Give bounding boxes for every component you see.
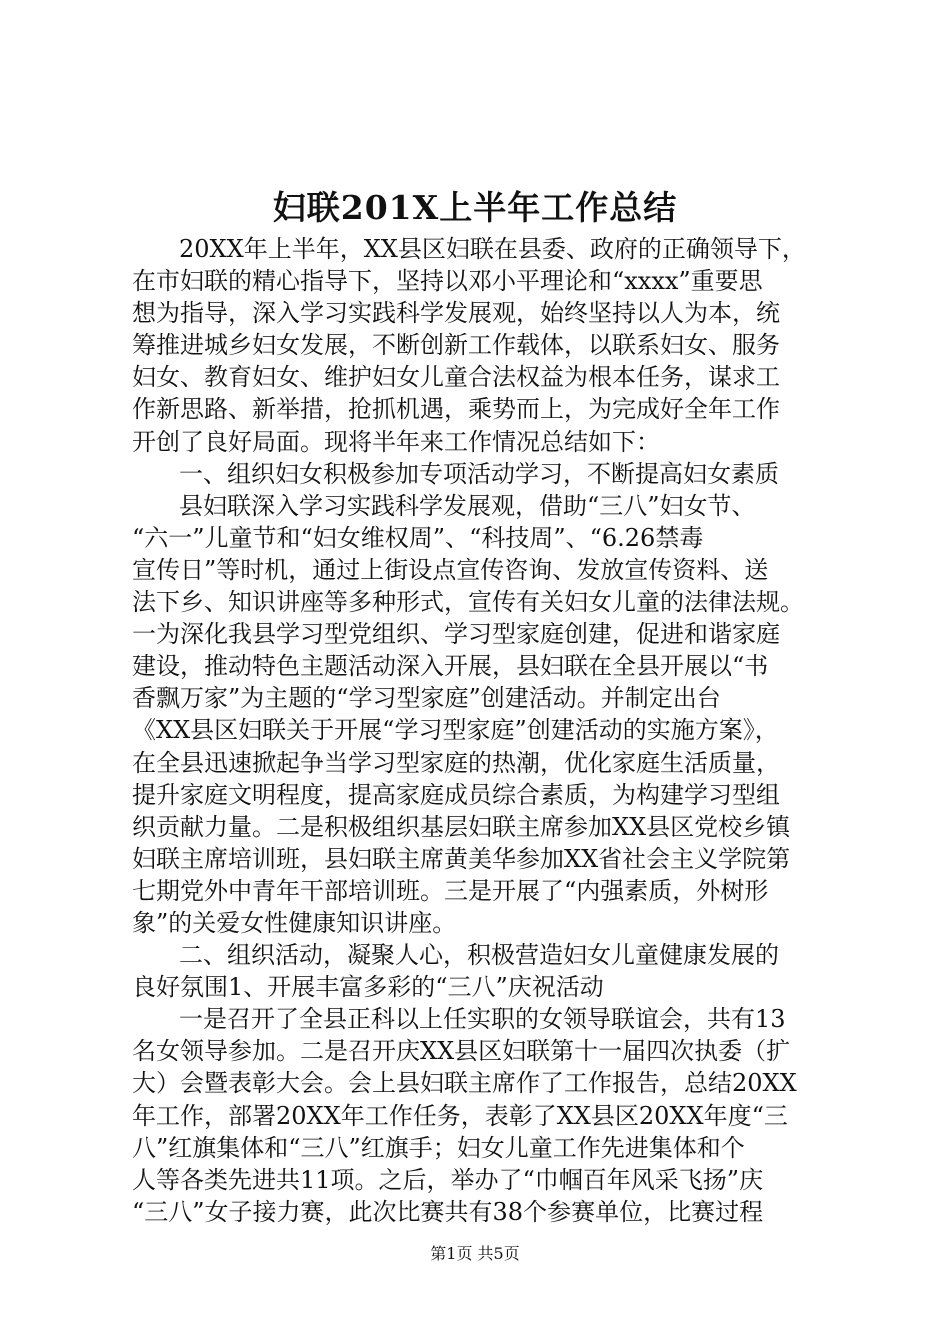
body-line: 建设，推动特色主题活动深入开展，县妇联在全县开展以“书 <box>132 652 769 681</box>
body-line: 想为指导，深入学习实践科学发展观，始终坚持以人为本，统 <box>132 299 780 328</box>
body-line: 一为深化我县学习型党组织、学习型家庭创建，促进和谐家庭 <box>132 620 780 649</box>
body-line: 八”红旗集体和“三八”红旗手；妇女儿童工作先进集体和个 <box>132 1133 745 1162</box>
body-line: 《XX县区妇联关于开展“学习型家庭”创建活动的实施方案》， <box>132 716 779 745</box>
body-line: “三八”女子接力赛，此次比赛共有38个参赛单位，比赛过程 <box>132 1197 764 1226</box>
body-line: 香飘万家”为主题的“学习型家庭”创建活动。并制定出台 <box>132 684 721 713</box>
body-line: 妇联主席培训班，县妇联主席黄美华参加XX省社会主义学院第 <box>132 844 791 873</box>
body-line: 法下乡、知识讲座等多种形式，宣传有关妇女儿童的法律法规。 <box>132 588 804 617</box>
body-line: 宣传日”等时机，通过上街设点宣传咨询、发放宣传资料、送 <box>132 555 769 584</box>
body-line: 20XX年上半年，XX县区妇联在县委、政府的正确领导下， <box>179 235 806 263</box>
section-heading-1: 一、组织妇女积极参加专项活动学习，不断提高妇女素质 <box>179 459 779 488</box>
body-line: 良好氛围1、开展丰富多彩的“三八”庆祝活动 <box>132 973 604 1002</box>
body-line: 在全县迅速掀起争当学习型家庭的热潮，优化家庭生活质量， <box>132 748 780 777</box>
page-number-footer: 第1页 共5页 <box>430 1244 520 1263</box>
body-line: “六一”儿童节和“妇女维权周”、“科技周”、“6.26禁毒 <box>132 523 704 552</box>
body-line: 年工作，部署20XX年工作任务，表彰了XX县区20XX年度“三 <box>132 1101 788 1130</box>
body-line: 开创了良好局面。现将半年来工作情况总结如下： <box>132 427 660 456</box>
body-line: 县妇联深入学习实践科学发展观，借助“三八”妇女节、 <box>179 491 756 520</box>
section-heading-2: 二、组织活动，凝聚人心，积极营造妇女儿童健康发展的 <box>179 941 779 970</box>
body-line: 在市妇联的精心指导下，坚持以邓小平理论和“xxxx”重要思 <box>132 267 763 296</box>
body-line: 作新思路、新举措，抢抓机遇，乘势而上，为完成好全年工作 <box>132 395 780 424</box>
body-line: 名女领导参加。二是召开庆XX县区妇联第十一届四次执委（扩 <box>132 1037 791 1066</box>
body-line: 人等各类先进共11项。之后，举办了“巾帼百年风采飞扬”庆 <box>132 1165 764 1194</box>
body-line: 七期党外中青年干部培训班。三是开展了“内强素质，外树形 <box>132 876 769 905</box>
body-line: 提升家庭文明程度，提高家庭成员综合素质，为构建学习型组 <box>132 780 780 809</box>
body-line: 一是召开了全县正科以上任实职的女领导联谊会，共有13 <box>179 1005 786 1034</box>
body-line: 织贡献力量。二是积极组织基层妇联主席参加XX县区党校乡镇 <box>132 812 791 841</box>
body-line: 大）会暨表彰大会。会上县妇联主席作了工作报告，总结20XX <box>132 1069 797 1098</box>
document-body <box>132 233 832 1228</box>
body-line: 妇女、教育妇女、维护妇女儿童合法权益为根本任务，谋求工 <box>132 363 780 392</box>
body-line: 筹推进城乡妇女发展，不断创新工作载体，以联系妇女、服务 <box>132 331 780 360</box>
body-line: 象”的关爱女性健康知识讲座。 <box>132 908 457 937</box>
document-title: 妇联201X上半年工作总结 <box>272 188 678 227</box>
